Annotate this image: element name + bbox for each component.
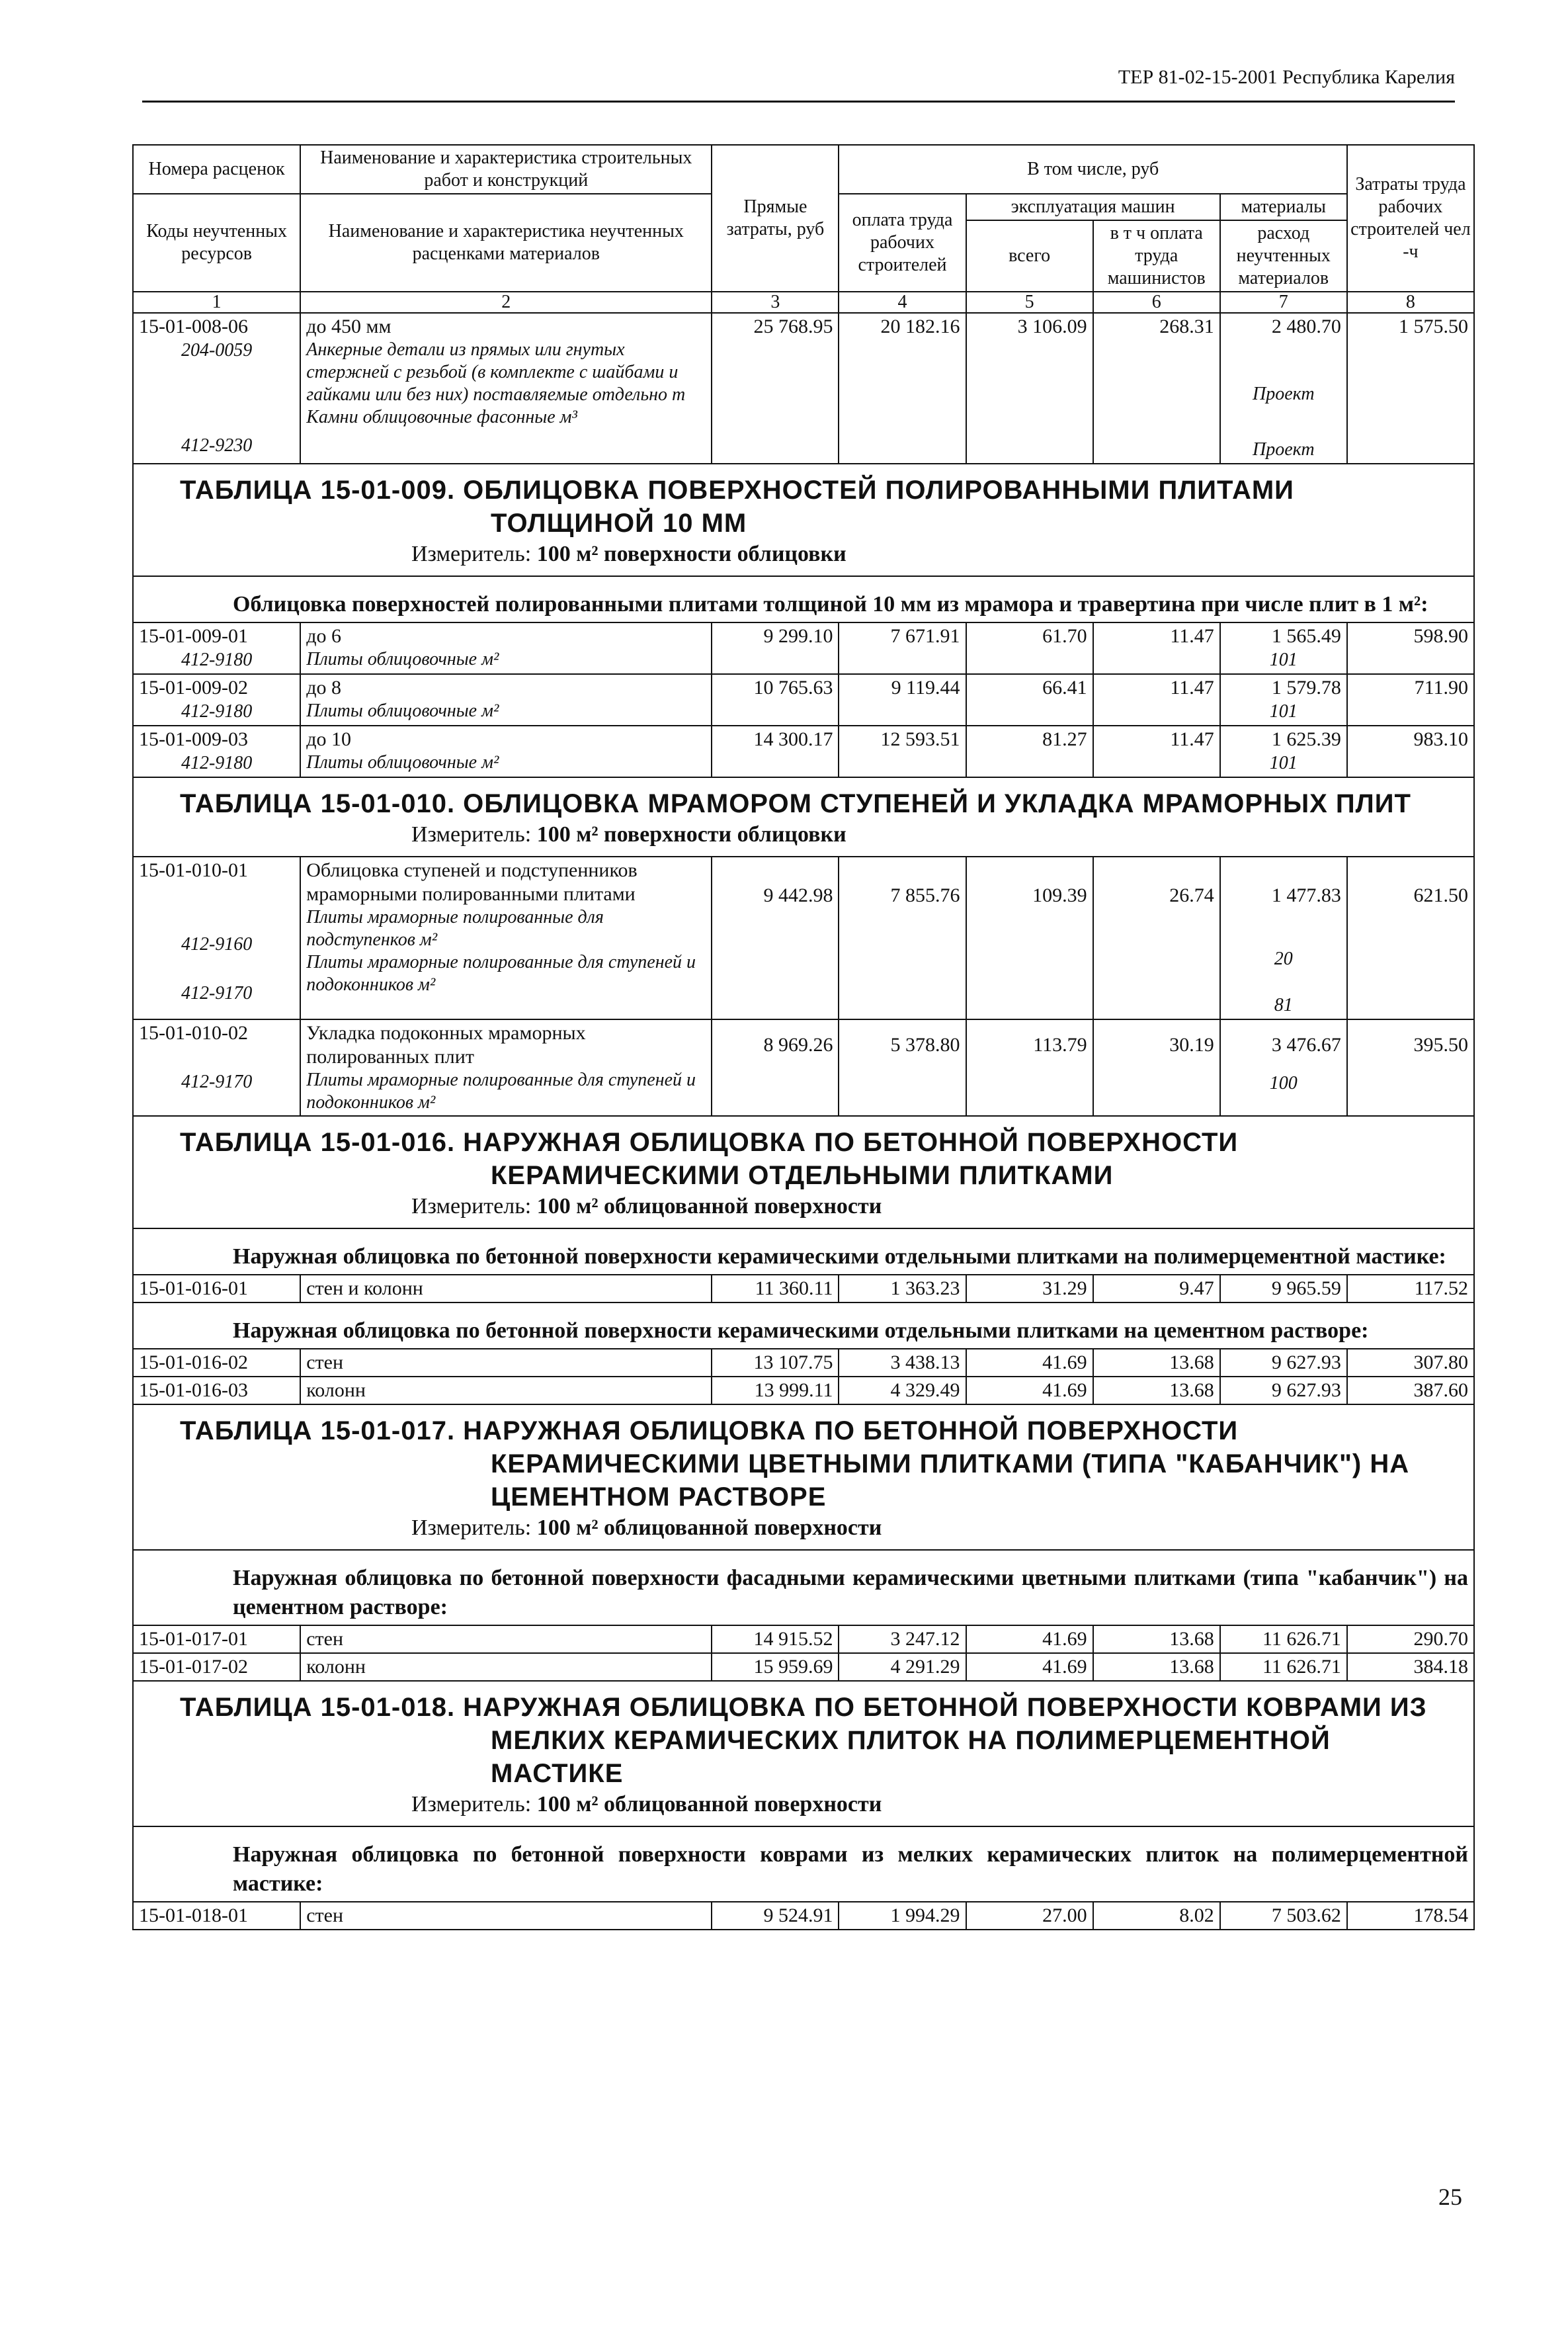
header-col2-top: Наименование и характеристика строительных работ и конструкций (300, 145, 712, 194)
machines-labor: 268.31 (1093, 313, 1220, 464)
resource-quantity: 100 (1269, 1073, 1298, 1093)
rate-code: 15-01-010-01 (139, 859, 248, 881)
machines-total: 31.29 (966, 1275, 1093, 1303)
table-title-row (133, 777, 1474, 857)
header-machines: эксплуатация машин (966, 194, 1220, 220)
rate-code: 15-01-009-02 (139, 677, 248, 699)
table-title: КЕРАМИЧЕСКИМИ ЦВЕТНЫМИ ПЛИТКАМИ (ТИПА "КАБАНЧИК") НА (491, 1449, 1410, 1478)
direct-costs: 14 915.52 (712, 1625, 839, 1653)
labor-pay: 4 329.49 (839, 1377, 966, 1404)
section-heading: Облицовка поверхностей полированными плитами толщиной 10 мм из мрамора и травертина при числе плит в 1 м²: (133, 576, 1474, 622)
machines-total: 41.69 (966, 1625, 1093, 1653)
header-materials-consumption: расход неучтенных материалов (1220, 220, 1347, 292)
rate-code: 15-01-009-01 (139, 625, 248, 647)
machines-total: 41.69 (966, 1377, 1093, 1404)
rate-code: 15-01-009-03 (139, 728, 248, 750)
header-materials: материалы (1220, 194, 1347, 220)
resource-quantity: 81 (1274, 995, 1293, 1015)
labor-pay: 20 182.16 (839, 313, 966, 464)
table-row (133, 313, 1474, 464)
resource-code: 412-9180 (181, 753, 253, 773)
machines-total: 3 106.09 (966, 313, 1093, 464)
table-title-row (133, 464, 1474, 576)
materials-cost: 3 476.67 (1271, 1034, 1341, 1056)
price-table (132, 144, 1475, 1930)
materials-cost: 9 965.59 (1220, 1275, 1347, 1303)
materials-cost: 7 503.62 (1220, 1902, 1347, 1930)
resource-name: Плиты облицовочные м² (306, 752, 499, 773)
table-row (133, 1019, 1474, 1116)
table-row (133, 1275, 1474, 1303)
direct-costs: 9 442.98 (763, 884, 833, 906)
resource-name: Плиты мраморные полированные для ступеней и подоконников м² (306, 1070, 696, 1113)
rate-name: колонн (300, 1653, 712, 1681)
table-row (133, 1653, 1474, 1681)
column-number: 5 (966, 292, 1093, 313)
labor-pay: 9 119.44 (839, 674, 966, 726)
labor-hours: 178.54 (1347, 1902, 1474, 1930)
labor-pay: 7 855.76 (890, 884, 960, 906)
column-number: 4 (839, 292, 966, 313)
materials-cell (1220, 313, 1347, 464)
table-row (133, 622, 1474, 674)
header-machines-labor: в т ч оплата труда машинистов (1093, 220, 1220, 292)
column-number: 7 (1220, 292, 1347, 313)
resource-quantity: Проект (1252, 384, 1315, 404)
section-heading: Наружная облицовка по бетонной поверхности керамическими отдельными плитками на полимерцементной мастике: (133, 1228, 1474, 1275)
machines-total: 109.39 (1032, 884, 1087, 906)
resource-code: 412-9170 (181, 1072, 253, 1092)
machines-total: 41.69 (966, 1653, 1093, 1681)
machines-labor: 13.68 (1093, 1349, 1220, 1377)
resource-quantity: 101 (1269, 753, 1298, 773)
resource-code: 412-9170 (181, 983, 253, 1004)
direct-costs: 8 969.26 (763, 1034, 833, 1056)
rate-name: до 6 (306, 625, 341, 647)
materials-cost: 1 477.83 (1271, 884, 1341, 906)
machines-total: 27.00 (966, 1902, 1093, 1930)
header-col2-bottom: Наименование и характеристика неучтенных расценками материалов (300, 194, 712, 292)
machines-labor: 8.02 (1093, 1902, 1220, 1930)
header-col1-bottom: Коды неучтенных ресурсов (133, 194, 300, 292)
machines-labor: 9.47 (1093, 1275, 1220, 1303)
direct-costs: 13 999.11 (712, 1377, 839, 1404)
labor-hours: 598.90 (1347, 622, 1474, 674)
resource-code: 204-0059 (181, 340, 253, 361)
labor-pay: 3 438.13 (839, 1349, 966, 1377)
header-group: В том числе, руб (839, 145, 1346, 194)
column-number: 6 (1093, 292, 1220, 313)
column-number: 1 (133, 292, 300, 313)
section-heading: Наружная облицовка по бетонной поверхности коврами из мелких керамических плиток на полимерцементной мастике: (133, 1826, 1474, 1902)
materials-cost: 9 627.93 (1220, 1349, 1347, 1377)
section-heading: Наружная облицовка по бетонной поверхности керамическими отдельными плитками на цементном растворе: (133, 1303, 1474, 1349)
materials-cost: 1 565.49 (1271, 625, 1341, 647)
table-header-row (133, 145, 1474, 194)
resource-code: 412-9180 (181, 701, 253, 722)
machines-total: 66.41 (966, 674, 1093, 726)
machines-labor: 13.68 (1093, 1377, 1220, 1404)
header-labor-hours: Затраты труда рабочих строителей чел -ч (1347, 145, 1474, 292)
machines-labor: 30.19 (1169, 1034, 1214, 1056)
direct-costs: 14 300.17 (712, 726, 839, 777)
resource-code: 412-9230 (181, 435, 253, 456)
labor-hours: 384.18 (1347, 1653, 1474, 1681)
direct-costs: 9 524.91 (712, 1902, 839, 1930)
resource-name: Анкерные детали из прямых или гнутых стержней с резьбой (в комплекте с шайбами и гайками или без них) поставляемые отдельно т (306, 339, 686, 405)
measure-unit: Измеритель: 100 м² облицованной поверхности (411, 1194, 882, 1218)
labor-hours: 290.70 (1347, 1625, 1474, 1653)
column-number: 8 (1347, 292, 1474, 313)
labor-pay: 3 247.12 (839, 1625, 966, 1653)
table-row (133, 674, 1474, 726)
page-number: 25 (1438, 2184, 1462, 2210)
table-title: ТОЛЩИНОЙ 10 ММ (491, 509, 747, 538)
measure-unit: Измеритель: 100 м² облицованной поверхности (411, 1516, 882, 1540)
rate-code: 15-01-017-02 (133, 1653, 300, 1681)
table-row (133, 726, 1474, 777)
labor-pay: 7 671.91 (839, 622, 966, 674)
rate-code: 15-01-016-02 (133, 1349, 300, 1377)
machines-labor: 11.47 (1093, 622, 1220, 674)
rate-code: 15-01-016-01 (133, 1275, 300, 1303)
table-title: ТАБЛИЦА 15-01-016. НАРУЖНАЯ ОБЛИЦОВКА ПО БЕТОННОЙ ПОВЕРХНОСТИ (180, 1128, 1239, 1157)
resource-quantity: 20 (1274, 949, 1293, 969)
rate-name-cell (300, 313, 712, 464)
header-labor-pay: оплата труда рабочих строителей (839, 194, 966, 292)
machines-total: 61.70 (966, 622, 1093, 674)
table-title: КЕРАМИЧЕСКИМИ ОТДЕЛЬНЫМИ ПЛИТКАМИ (491, 1161, 1114, 1190)
resource-name: Камни облицовочные фасонные м³ (306, 407, 577, 427)
resource-quantity: 101 (1269, 701, 1298, 722)
resource-code: 412-9180 (181, 650, 253, 670)
direct-costs: 10 765.63 (712, 674, 839, 726)
materials-cost: 2 480.70 (1271, 316, 1341, 337)
labor-pay: 12 593.51 (839, 726, 966, 777)
section-row (133, 576, 1474, 622)
column-number-row (133, 292, 1474, 313)
rate-name: стен (300, 1625, 712, 1653)
labor-pay: 4 291.29 (839, 1653, 966, 1681)
labor-hours: 983.10 (1347, 726, 1474, 777)
table-title-row (133, 1404, 1474, 1550)
rate-code: 15-01-018-01 (133, 1902, 300, 1930)
table-title-row (133, 1681, 1474, 1826)
materials-cost: 1 579.78 (1271, 677, 1341, 699)
materials-cost: 11 626.71 (1220, 1653, 1347, 1681)
table-title: МАСТИКЕ (491, 1759, 624, 1788)
rate-name: стен (300, 1902, 712, 1930)
labor-hours: 711.90 (1347, 674, 1474, 726)
header-rule (142, 101, 1455, 103)
table-title: ТАБЛИЦА 15-01-018. НАРУЖНАЯ ОБЛИЦОВКА ПО БЕТОННОЙ ПОВЕРХНОСТИ КОВРАМИ ИЗ (180, 1693, 1427, 1722)
rate-code: 15-01-010-02 (139, 1022, 248, 1044)
direct-costs: 13 107.75 (712, 1349, 839, 1377)
labor-hours: 1 575.50 (1347, 313, 1474, 464)
machines-labor: 13.68 (1093, 1625, 1220, 1653)
rate-name: до 8 (306, 677, 341, 699)
labor-hours: 117.52 (1347, 1275, 1474, 1303)
table-title: ТАБЛИЦА 15-01-017. НАРУЖНАЯ ОБЛИЦОВКА ПО БЕТОННОЙ ПОВЕРХНОСТИ (180, 1416, 1239, 1445)
document-header: ТЕР 81-02-15-2001 Республика Карелия (1118, 66, 1455, 88)
labor-pay: 5 378.80 (890, 1034, 960, 1056)
labor-hours: 307.80 (1347, 1349, 1474, 1377)
machines-labor: 26.74 (1169, 884, 1214, 906)
section-row (133, 1550, 1474, 1625)
table-title: ТАБЛИЦА 15-01-010. ОБЛИЦОВКА МРАМОРОМ СТУПЕНЕЙ И УКЛАДКА МРАМОРНЫХ ПЛИТ (180, 789, 1411, 818)
measure-unit: Измеритель: 100 м² поверхности облицовки (411, 822, 846, 847)
table-title: МЕЛКИХ КЕРАМИЧЕСКИХ ПЛИТОК НА ПОЛИМЕРЦЕМЕНТНОЙ (491, 1726, 1331, 1755)
header-machines-total: всего (966, 220, 1093, 292)
direct-costs: 15 959.69 (712, 1653, 839, 1681)
direct-costs: 25 768.95 (712, 313, 839, 464)
machines-total: 113.79 (1033, 1034, 1087, 1056)
table-row (133, 857, 1474, 1019)
rate-code: 15-01-008-06 (139, 316, 248, 337)
rate-name: до 450 мм (306, 316, 392, 337)
table-row (133, 1902, 1474, 1930)
machines-labor: 11.47 (1093, 674, 1220, 726)
resource-name: Плиты облицовочные м² (306, 701, 499, 721)
rate-name: стен (300, 1349, 712, 1377)
resource-quantity: 101 (1269, 650, 1298, 670)
rate-code-cell (133, 313, 300, 464)
resource-name: Плиты мраморные полированные для подступенков м² (306, 907, 604, 950)
direct-costs: 9 299.10 (712, 622, 839, 674)
measure-unit: Измеритель: 100 м² поверхности облицовки (411, 542, 846, 566)
rate-code: 15-01-017-01 (133, 1625, 300, 1653)
header-direct-costs: Прямые затраты, руб (712, 145, 839, 292)
measure-unit: Измеритель: 100 м² облицованной поверхности (411, 1792, 882, 1816)
materials-cost: 1 625.39 (1271, 728, 1341, 750)
table-title-row (133, 1116, 1474, 1228)
table-row (133, 1625, 1474, 1653)
labor-pay: 1 994.29 (839, 1902, 966, 1930)
resource-name: Плиты облицовочные м² (306, 649, 499, 669)
machines-labor: 13.68 (1093, 1653, 1220, 1681)
table-title: ЦЕМЕНТНОМ РАСТВОРЕ (491, 1482, 827, 1512)
labor-hours: 387.60 (1347, 1377, 1474, 1404)
rate-name: Укладка подоконных мраморных полированных плит (306, 1022, 586, 1068)
labor-hours: 621.50 (1413, 884, 1468, 906)
machines-total: 41.69 (966, 1349, 1093, 1377)
table-title: ТАБЛИЦА 15-01-009. ОБЛИЦОВКА ПОВЕРХНОСТЕЙ ПОЛИРОВАННЫМИ ПЛИТАМИ (180, 476, 1294, 505)
rate-name: колонн (300, 1377, 712, 1404)
labor-pay: 1 363.23 (839, 1275, 966, 1303)
machines-total: 81.27 (966, 726, 1093, 777)
section-row (133, 1228, 1474, 1275)
column-number: 3 (712, 292, 839, 313)
section-heading: Наружная облицовка по бетонной поверхности фасадными керамическими цветными плитками (типа "кабанчик") на цементном растворе: (133, 1550, 1474, 1625)
table-row (133, 1349, 1474, 1377)
rate-name: до 10 (306, 728, 351, 750)
section-row (133, 1826, 1474, 1902)
machines-labor: 11.47 (1093, 726, 1220, 777)
resource-name: Плиты мраморные полированные для ступеней и подоконников м² (306, 952, 696, 995)
labor-hours: 395.50 (1413, 1034, 1468, 1056)
header-col1-top: Номера расценок (133, 145, 300, 194)
direct-costs: 11 360.11 (712, 1275, 839, 1303)
rate-name: Облицовка ступеней и подступенников мраморными полированными плитами (306, 859, 638, 905)
column-number: 2 (300, 292, 712, 313)
rate-name: стен и колонн (300, 1275, 712, 1303)
materials-cost: 9 627.93 (1220, 1377, 1347, 1404)
section-row (133, 1303, 1474, 1349)
materials-cost: 11 626.71 (1220, 1625, 1347, 1653)
resource-quantity: Проект (1252, 439, 1315, 460)
rate-code: 15-01-016-03 (133, 1377, 300, 1404)
table-row (133, 1377, 1474, 1404)
resource-code: 412-9160 (181, 934, 253, 955)
